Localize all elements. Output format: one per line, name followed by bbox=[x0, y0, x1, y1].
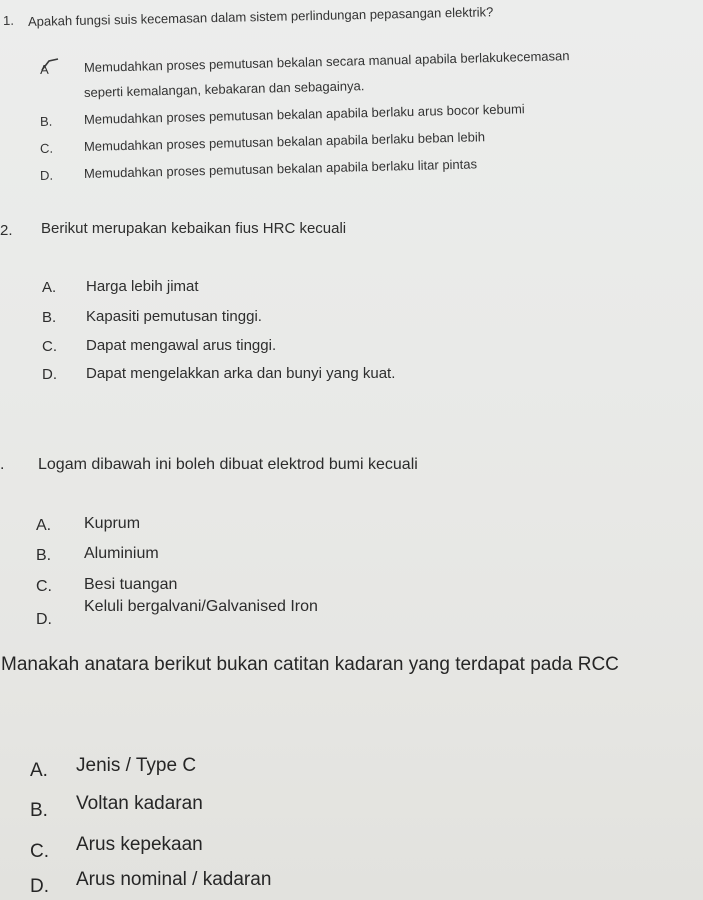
question-3-option-c-letter: C. bbox=[36, 578, 52, 595]
question-1-option-a-letter: A bbox=[39, 61, 49, 77]
question-3-option-b-text: Aluminium bbox=[84, 545, 159, 562]
question-2-text: Berikut merupakan kebaikan fius HRC kecuali bbox=[41, 220, 347, 237]
question-4-text: Manakah anatara berikut bukan catitan kadaran yang terdapat pada RCC bbox=[1, 654, 619, 675]
question-1-option-c-text: Memudahkan proses pemutusan bekalan apabila berlaku beban lebih bbox=[83, 129, 486, 154]
question-1-text: Apakah fungsi suis kecemasan dalam sistem perlindungan pepasangan elektrik? bbox=[27, 4, 494, 29]
question-3-option-a-letter: A. bbox=[36, 517, 52, 534]
question-2-option-a-letter: A. bbox=[42, 279, 57, 296]
question-4-option-d-text: Arus nominal / kadaran bbox=[76, 869, 272, 890]
question-1-option-d-letter: D. bbox=[39, 167, 54, 183]
question-2-option-b-letter: B. bbox=[42, 309, 57, 326]
question-3-option-b-letter: B. bbox=[36, 547, 52, 564]
question-2-number: 2. bbox=[0, 222, 13, 239]
question-1-option-c-letter: C. bbox=[39, 140, 54, 156]
question-3-option-d-letter: D. bbox=[36, 611, 52, 628]
question-4-option-a-letter: A. bbox=[30, 760, 48, 781]
question-4-option-d-letter: D. bbox=[30, 876, 49, 897]
question-4-option-b-text: Voltan kadaran bbox=[76, 793, 203, 814]
question-2-option-d-text: Dapat mengelakkan arka dan bunyi yang kuat. bbox=[86, 365, 396, 382]
question-3-number: . bbox=[0, 456, 5, 473]
question-1-option-d-text: Memudahkan proses pemutusan bekalan apabila berlaku litar pintas bbox=[83, 156, 478, 181]
question-2-option-a-text: Harga lebih jimat bbox=[86, 278, 199, 295]
question-2-option-d-letter: D. bbox=[42, 366, 57, 383]
question-3-option-a-text: Kuprum bbox=[84, 515, 141, 532]
question-2-option-c-letter: C. bbox=[42, 338, 57, 355]
question-1-option-a-line-1: Memudahkan proses pemutusan bekalan secara manual apabila berlakukecemasan bbox=[83, 48, 570, 75]
question-3-option-d-text: Keluli bergalvani/Galvanised Iron bbox=[84, 598, 318, 615]
question-1-option-b-letter: B. bbox=[39, 113, 53, 129]
question-4-option-b-letter: B. bbox=[30, 800, 48, 821]
question-2-option-b-text: Kapasiti pemutusan tinggi. bbox=[86, 308, 262, 325]
question-1-number: 1. bbox=[2, 12, 14, 28]
question-4-option-c-text: Arus kepekaan bbox=[76, 834, 203, 855]
question-4-option-a-text: Jenis / Type C bbox=[76, 755, 197, 776]
question-3-text: Logam dibawah ini boleh dibuat elektrod bumi kecuali bbox=[38, 456, 418, 473]
question-2-option-c-text: Dapat mengawal arus tinggi. bbox=[86, 337, 277, 354]
question-1-option-a-line-2: seperti kemalangan, kebakaran dan sebagainya. bbox=[83, 78, 365, 100]
question-3-option-c-text: Besi tuangan bbox=[84, 576, 178, 593]
question-1-option-b-text: Memudahkan proses pemutusan bekalan apabila berlaku arus bocor kebumi bbox=[83, 101, 525, 127]
question-4-option-c-letter: C. bbox=[30, 841, 49, 862]
